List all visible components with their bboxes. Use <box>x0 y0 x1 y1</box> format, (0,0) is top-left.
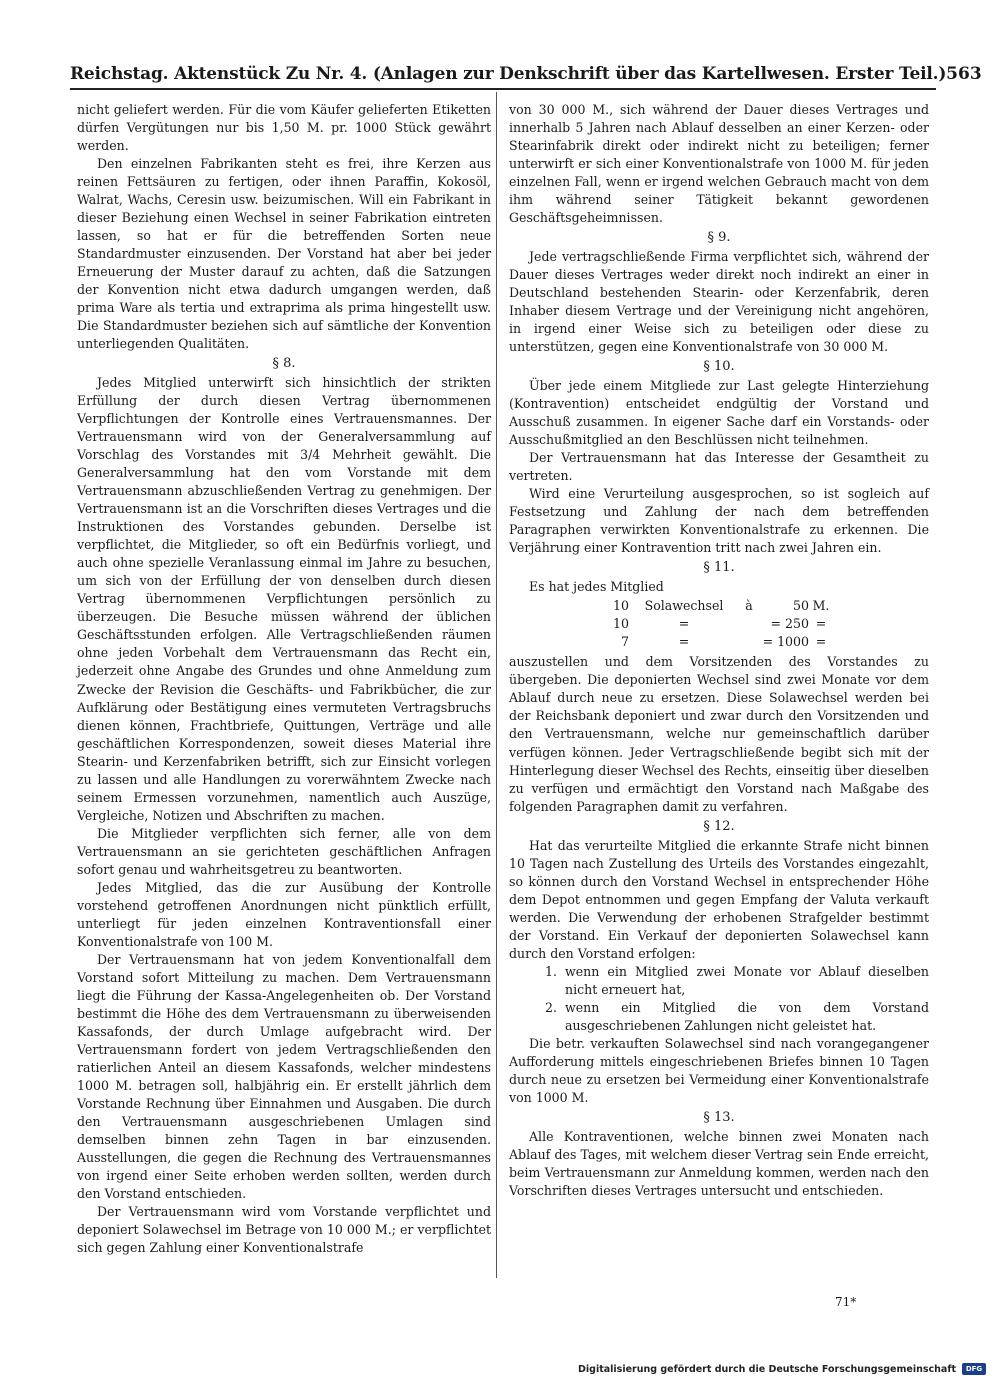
denom-value: = 250 <box>770 616 809 632</box>
section-heading-8: § 8. <box>272 356 296 372</box>
header-title: Reichstag. Aktenstück Zu Nr. 4. (Anlagen zur Denkschrift über das Kartellwesen. Erster Teil.) <box>70 64 947 84</box>
denom-word: = <box>678 616 690 632</box>
denom-qty: 10 <box>613 616 629 632</box>
denomination-row <box>509 633 929 651</box>
denom-word: = <box>678 634 690 650</box>
denom-value: 50 <box>793 598 809 614</box>
paragraph: Jedes Mitglied unterwirft sich hinsichtlich der strikten Erfüllung der durch diesen Vertrag übernommenen Verpflichtungen der Kontrolle eines Vertrauensmannes. Der Vertrauensmann wird von der Generalversammlung auf Vorschlag des Vorstandes mit 3/4 Mehrheit gewählt. Die Generalversammlung hat den vom Vorstande mit dem Vertrauensmann abzuschließenden Vertrag zu genehmigen. Der Vertrauensmann ist an die Vorschriften dieses Vertrages und die Instruktionen des Vorstandes gebunden. Derselbe ist verpflichtet, die Mitglieder, so oft ein Bedürfnis vorliegt, und auch ohne spezielle Veranlassung einmal im Jahre zu besuchen, um sich von der Erfüllung der von denselben durch diesen Vertrag übernommenen Verpflichtungen persönlich zu überzeugen. Die Besuche müssen während der üblichen Geschäftsstunden erfolgen. Alle Vertragschließenden räumen ohne jeden Vorbehalt dem Vertrauensmann das Recht ein, jederzeit ohne Angabe des Grundes und ohne Anmeldung zum Zwecke der Revision die Geschäfts- und Fabrikbücher, die zur Aufklärung oder Bestätigung eines vermuteten Vertragsbruchs dienen können, Frachtbriefe, Quittungen, Verträge und alle geschäftlichen Korrespondenzen, soweit dieses Material ihre Stearin- und Kerzenfabriken betrifft, sich zur Einsicht vorlegen zu lassen und alle Handlungen zu vorerwähntem Zwecke nach seinem Ermessen vorzunehmen, namentlich auch Auszüge, Vergleiche, Notizen und Abschriften zu machen. <box>77 375 491 823</box>
signature-mark: 71* <box>835 1295 857 1309</box>
paragraph: Die betr. verkauften Solawechsel sind nach vorangegangener Aufforderung mittels eingeschriebenen Briefes binnen 10 Tagen durch neue zu ersetzen bei Vermeidung einer Konventionalstrafe von 1000 M. <box>509 1035 929 1105</box>
right-column <box>509 101 929 1200</box>
page-number: 563 <box>946 64 982 84</box>
paragraph: Den einzelnen Fabrikanten steht es frei, ihre Kerzen aus reinen Fettsäuren zu fertigen, oder ihnen Paraffin, Kokosöl, Walrat, Wachs, Ceresin usw. beizumischen. Will ein Fabrikant in dieser Beziehung einen Wechsel in seiner Fabrikation eintreten lassen, so hat er für die betreffenden Sorten neue Standardmuster einzusenden. Der Vorstand hat aber bei jeder Erneuerung der Muster darauf zu achten, daß die Satzungen der Konvention nicht etwa dadurch umgangen werden, daß prima Ware als tertia und extraprima als prima hingestellt usw. Die Standardmuster beziehen sich auf sämtliche der Konvention unterliegenden Qualitäten. <box>77 156 491 352</box>
denom-a <box>739 633 759 651</box>
paragraph: Jedes Mitglied, das die zur Ausübung der Kontrolle vorstehend getroffenen Anordnungen nicht pünktlich erfüllt, unterliegt für jeden einzelnen Kontraventionsfall einer Konventionalstrafe von 100 M. <box>77 879 491 949</box>
denomination-table <box>509 597 929 651</box>
list-item <box>545 963 929 999</box>
list-text: wenn ein Mitglied die von dem Vorstand ausgeschriebenen Zahlungen nicht geleistet hat. <box>565 999 929 1033</box>
denomination-row <box>509 597 929 615</box>
denom-value: = 1000 <box>762 634 809 650</box>
paragraph: Der Vertrauensmann hat von jedem Konventionalfall dem Vorstand sofort Mitteilung zu machen. Dem Vertrauensmann liegt die Führung der Kassa-Angelegenheiten ob. Der Vorstand bestimmt die Höhe des dem Vertrauensmann zu überweisenden Kassafonds, der durch Umlage aufgebracht wird. Der Vertrauensmann fordert von jedem Vertragschließenden den ratierlichen Anteil an diesem Kassafonds, welcher mindestens 1000 M. betragen soll, halbjährig ein. Er erstellt jährlich dem Vorstande Rechnung über Einnahmen und Ausgaben. Die durch den Vertrauensmann ausgeschriebenen Umlagen sind demselben binnen zehn Tagen in bar einzusenden. Ausstellungen, die gegen die Rechnung des Vertrauensmannes von irgend einer Seite erhoben werden sollten, werden durch den Vorstand entschieden. <box>77 951 491 1201</box>
paragraph: Der Vertrauensmann hat das Interesse der Gesamtheit zu vertreten. <box>509 450 929 484</box>
footer-text: Digitalisierung gefördert durch die Deutsche Forschungsgemeinschaft <box>578 1363 956 1375</box>
left-column <box>77 101 491 1257</box>
paragraph: von 30 000 M., sich während der Dauer dieses Vertrages und innerhalb 5 Jahren nach Ablauf desselben an einer Kerzen- oder Stearinfabrik direkt oder indirekt nicht zu beteiligen; ferner unterwirft er sich einer Konventionalstrafe von 1000 M. für jeden einzelnen Fall, wenn er irgend welchen Gebrauch macht von dem ihm während seiner Tätigkeit bekannt gewordenen Geschäftsgeheimnissen. <box>509 102 929 226</box>
list-item <box>545 999 929 1035</box>
list-number: 1. <box>545 963 557 979</box>
denom-qty: 10 <box>613 598 629 614</box>
paragraph: Der Vertrauensmann wird vom Vorstande verpflichtet und deponiert Solawechsel im Betrage von 10 000 M.; er verpflichtet sich gegen Zahlung einer Konventionalstrafe <box>77 1203 491 1255</box>
running-header <box>70 56 982 90</box>
paragraph: nicht geliefert werden. Für die vom Käufer gelieferten Etiketten dürfen Vergütungen nur bis 1,50 M. pr. 1000 Stück gewährt werden. <box>77 102 491 154</box>
list-text: wenn ein Mitglied zwei Monate vor Ablauf dieselben nicht erneuert hat, <box>565 963 929 997</box>
denom-a <box>739 615 759 633</box>
denom-currency: = <box>815 616 827 632</box>
denom-a: à <box>745 598 753 614</box>
paragraph: Wird eine Verurteilung ausgesprochen, so ist sogleich auf Festsetzung und Zahlung der nach dem betreffenden Paragraphen verwirkten Konventionalstrafe zu erkennen. Die Verjährung einer Kontravention tritt nach zwei Jahren ein. <box>509 486 929 556</box>
list-number: 2. <box>545 999 557 1015</box>
paragraph: Über jede einem Mitgliede zur Last gelegte Hinterziehung (Kontravention) entscheidet endgültig der Vorstand und Ausschuß zusammen. In eigener Sache darf ein Vorstands- oder Ausschußmitglied an den Beschlüssen nicht teilnehmen. <box>509 378 929 448</box>
paragraph: Alle Kontraventionen, welche binnen zwei Monaten nach Ablauf des Tages, mit welchem dieser Vertrag sein Ende erreicht, beim Vertrauensmann zur Anmeldung kommen, werden nach den Vorschriften dieses Vertrages untersucht und entschieden. <box>509 1128 929 1198</box>
section-heading-11: § 11. <box>703 560 735 576</box>
paragraph: Die Mitglieder verpflichten sich ferner, alle von dem Vertrauensmann an sie gerichteten geschäftlichen Anfragen sofort genau und wahrheitsgetreu zu beantworten. <box>77 825 491 877</box>
denom-qty: 7 <box>621 634 629 650</box>
dfg-logo-icon: DFG <box>962 1363 986 1375</box>
section-heading-13: § 13. <box>703 1109 735 1125</box>
denom-currency: M. <box>812 598 830 614</box>
digitization-footer <box>578 1363 986 1375</box>
denomination-row <box>509 615 929 633</box>
section-heading-9: § 9. <box>707 230 731 246</box>
denom-currency: = <box>815 634 827 650</box>
section-heading-12: § 12. <box>703 818 735 834</box>
paragraph: Hat das verurteilte Mitglied die erkannte Strafe nicht binnen 10 Tagen nach Zustellung des Urteils des Vorstandes eingezahlt, so können durch den Vorstand Wechsel in entsprechender Höhe dem Depot entnommen und gegen Empfang der Valuta verkauft werden. Die Verwendung der erhobenen Strafgelder bestimmt der Vorstand. Ein Verkauf der deponierten Solawechsel kann durch den Vorstand erfolgen: <box>509 837 929 961</box>
denom-word: Solawechsel <box>644 598 724 614</box>
enumerated-list <box>545 963 929 1035</box>
paragraph: Jede vertragschließende Firma verpflichtet sich, während der Dauer dieses Vertrages weder direkt noch indirekt an einer in Deutschland bestehenden Stearin- oder Kerzenfabrik, deren Inhaber diesem Vertrage und der Vereinigung nicht angehören, in irgend einer Weise sich zu beteiligen oder diese zu unterstützen, gegen eine Konventionalstrafe von 30 000 M. <box>509 249 929 355</box>
section-heading-10: § 10. <box>703 359 735 375</box>
column-divider <box>496 92 497 1278</box>
paragraph: Es hat jedes Mitglied <box>529 579 664 595</box>
paragraph: auszustellen und dem Vorsitzenden des Vorstandes zu übergeben. Die deponierten Wechsel sind zwei Monate vor dem Ablauf durch neue zu ersetzen. Diese Solawechsel werden bei der Reichsbank deponiert und zwar durch den Vorsitzenden und den Vertrauensmann, welche nur gemeinschaftlich darüber verfügen können. Jeder Vertragschließende begibt sich mit der Hinterlegung dieser Wechsel des Rechts, einseitig über dieselben zu verfügen und ermächtigt den Vorstand nach Maßgabe des folgenden Paragraphen damit zu verfahren. <box>509 654 929 814</box>
